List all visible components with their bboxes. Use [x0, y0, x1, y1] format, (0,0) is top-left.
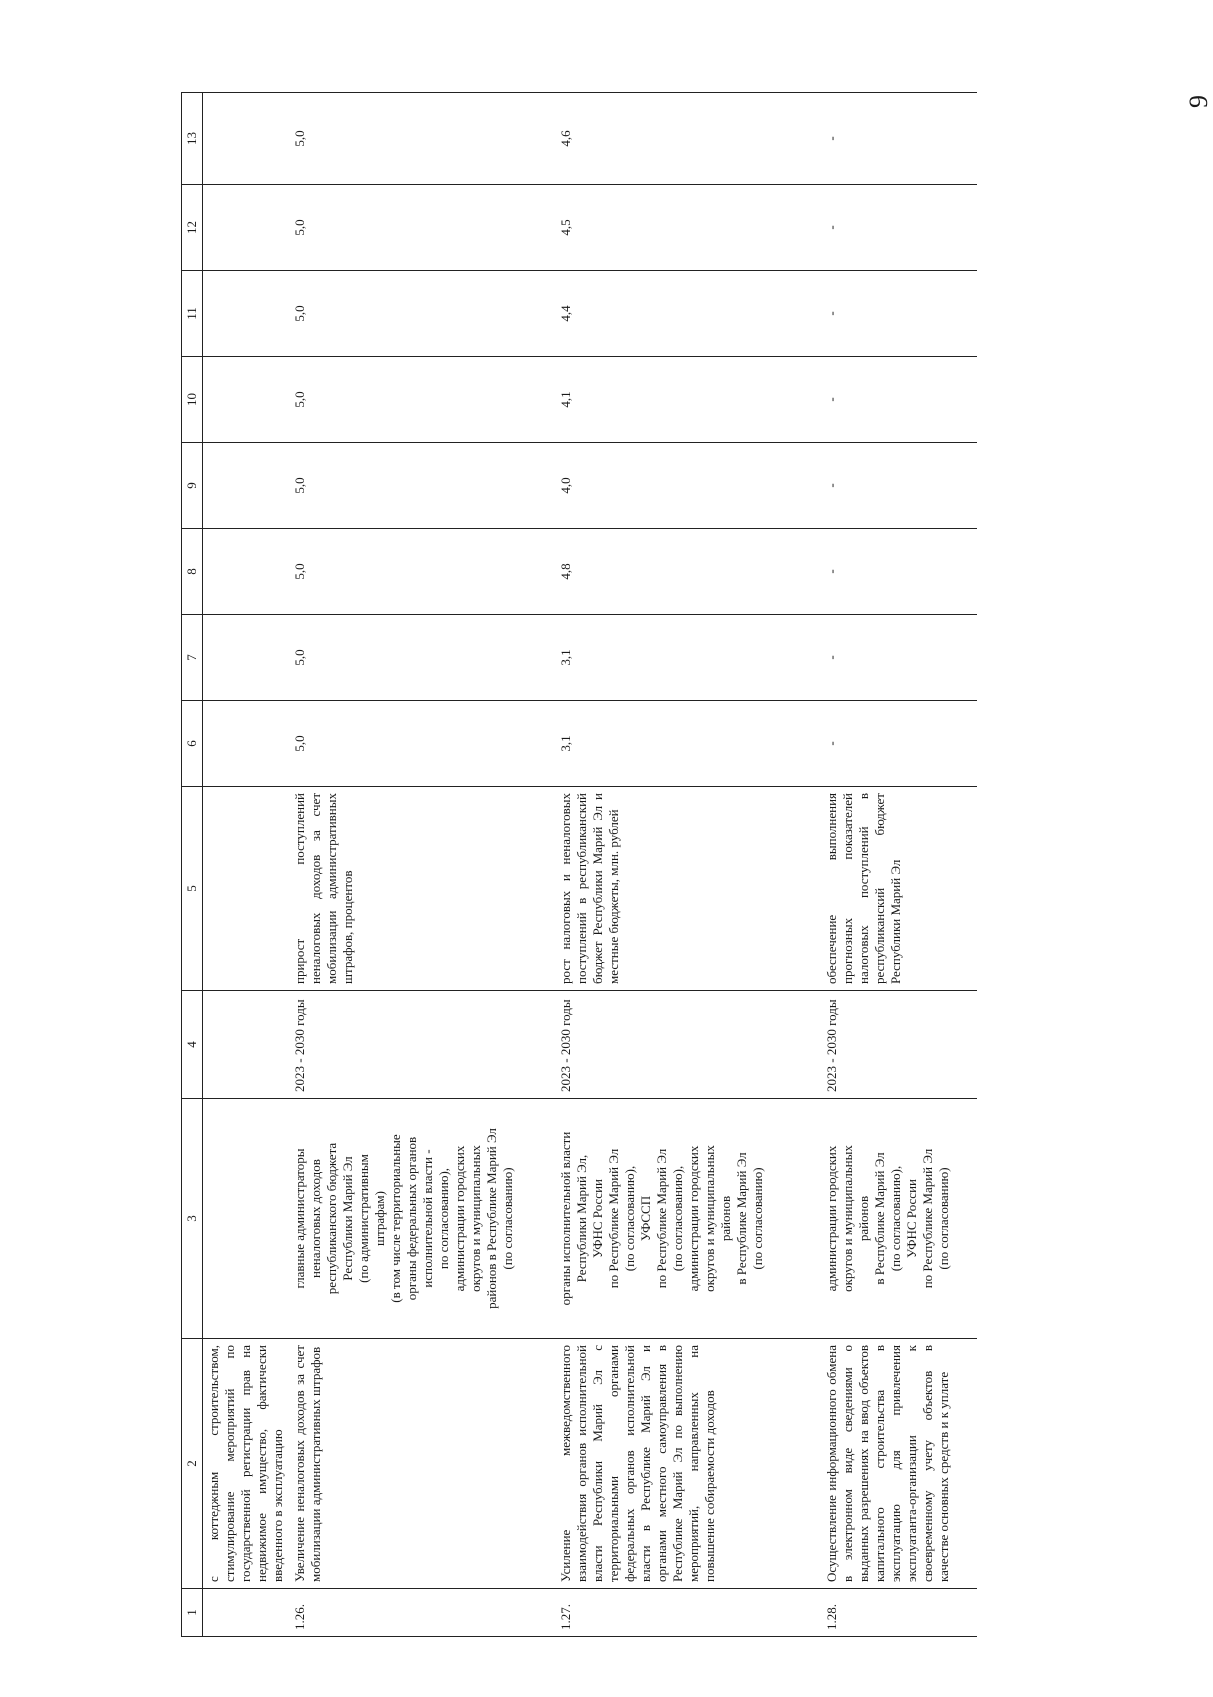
- row-value-2026: 5,0: [289, 443, 555, 529]
- column-header: 8: [182, 529, 203, 615]
- row-indicator: рост налоговых и неналоговых поступлений в республиканский бюджет Республики Марий Эл и местные бюджеты, млн. рублей: [555, 787, 821, 991]
- row-value-2028: 5,0: [289, 271, 555, 357]
- row-value-2027: 5,0: [289, 357, 555, 443]
- row-value: [203, 93, 290, 185]
- action-plan-table: [181, 92, 977, 1637]
- row-value-2024: -: [821, 615, 977, 701]
- table-row: [821, 93, 977, 1637]
- row-value: [203, 701, 290, 787]
- row-value-2030: 4,6: [555, 93, 821, 185]
- row-description: Осуществление информационного обмена в электронном виде сведениями о выданных разрешениях на ввод объектов капитального строительства в эксплуатацию для привлечения эксплуатанта-организации к своевременному учету объектов в качестве основных средств и к уплате: [821, 1339, 977, 1589]
- row-value-2028: 4,4: [555, 271, 821, 357]
- row-executors: администрации городских округов и муниципальных районов в Республике Марий Эл (по согласованию), УФНС России по Республике Марий Эл (по согласованию): [821, 1099, 977, 1339]
- row-value-2025: 4,8: [555, 529, 821, 615]
- table-row-continuation: [203, 93, 290, 1637]
- row-description: Усиление межведомственного взаимодействия органов исполнительной власти Республики Марий Эл с территориальными органами федеральных органов исполнительной власти в Республике Марий Эл и органами местного самоуправления в Республике Марий Эл по выполнению мероприятий, направленных на повышение собираемости доходов: [555, 1339, 821, 1589]
- row-value-2026: 4,0: [555, 443, 821, 529]
- row-value-2029: 4,5: [555, 185, 821, 271]
- rotated-table-container: [181, 97, 1201, 1637]
- column-header: 12: [182, 185, 203, 271]
- row-executors: [203, 1099, 290, 1339]
- row-value-2025: -: [821, 529, 977, 615]
- column-header: 11: [182, 271, 203, 357]
- column-header: 3: [182, 1099, 203, 1339]
- row-description: Увеличение неналоговых доходов за счет мобилизации административных штрафов: [289, 1339, 555, 1589]
- row-value: [203, 443, 290, 529]
- row-indicator: [203, 787, 290, 991]
- column-header: 13: [182, 93, 203, 185]
- row-value-2024: 5,0: [289, 615, 555, 701]
- column-header: 5: [182, 787, 203, 991]
- page-number: 9: [1184, 95, 1213, 108]
- column-header: 6: [182, 701, 203, 787]
- row-value-2023: 5,0: [289, 701, 555, 787]
- table-row: [289, 93, 555, 1637]
- row-value-2026: -: [821, 443, 977, 529]
- row-value-2027: -: [821, 357, 977, 443]
- row-value: [203, 529, 290, 615]
- row-executors: органы исполнительной власти Республики Марий Эл, УФНС России по Республике Марий Эл (по согласованию), УФССП по Республике Марий Эл (по согласованию), администрации городских округов и муниципальных районов в Республике Марий Эл (по согласованию): [555, 1099, 821, 1339]
- row-value-2030: 5,0: [289, 93, 555, 185]
- row-value-2023: -: [821, 701, 977, 787]
- row-number: 1.28.: [821, 1589, 977, 1637]
- row-value: [203, 271, 290, 357]
- row-value-2030: -: [821, 93, 977, 185]
- row-value-2028: -: [821, 271, 977, 357]
- column-header: 1: [182, 1589, 203, 1637]
- column-header: 4: [182, 991, 203, 1099]
- column-header: 2: [182, 1339, 203, 1589]
- row-value-2024: 3,1: [555, 615, 821, 701]
- row-value: [203, 615, 290, 701]
- row-period: 2023 - 2030 годы: [821, 991, 977, 1099]
- column-header: 10: [182, 357, 203, 443]
- row-number: [203, 1589, 290, 1637]
- row-value-2029: -: [821, 185, 977, 271]
- row-period: 2023 - 2030 годы: [289, 991, 555, 1099]
- row-value: [203, 185, 290, 271]
- table-row: [555, 93, 821, 1637]
- row-value: [203, 357, 290, 443]
- row-indicator: прирост поступлений неналоговых доходов за счет мобилизации административных штрафов, процентов: [289, 787, 555, 991]
- row-executors: главные администраторы неналоговых доходов республиканского бюджета Республики Марий Эл (по административным штрафам) (в том числе территориальные органы федеральных органов исполнительной власти - по согласованию), администрации городских округов и муниципальных районов в Республике Марий Эл (по согласованию): [289, 1099, 555, 1339]
- row-period: 2023 - 2030 годы: [555, 991, 821, 1099]
- row-value-2027: 4,1: [555, 357, 821, 443]
- row-period: [203, 991, 290, 1099]
- column-number-row: [182, 93, 203, 1637]
- row-value-2029: 5,0: [289, 185, 555, 271]
- row-number: 1.26.: [289, 1589, 555, 1637]
- row-number: 1.27.: [555, 1589, 821, 1637]
- row-value-2025: 5,0: [289, 529, 555, 615]
- column-header: 7: [182, 615, 203, 701]
- column-header: 9: [182, 443, 203, 529]
- row-value-2023: 3,1: [555, 701, 821, 787]
- row-indicator: обеспечение выполнения прогнозных показателей налоговых поступлений в республиканский бюджет Республики Марий Эл: [821, 787, 977, 991]
- row-description: с коттеджным строительством, стимулирование мероприятий по государственной регистрации прав на недвижимое имущество, фактически введенного в эксплуатацию: [203, 1339, 290, 1589]
